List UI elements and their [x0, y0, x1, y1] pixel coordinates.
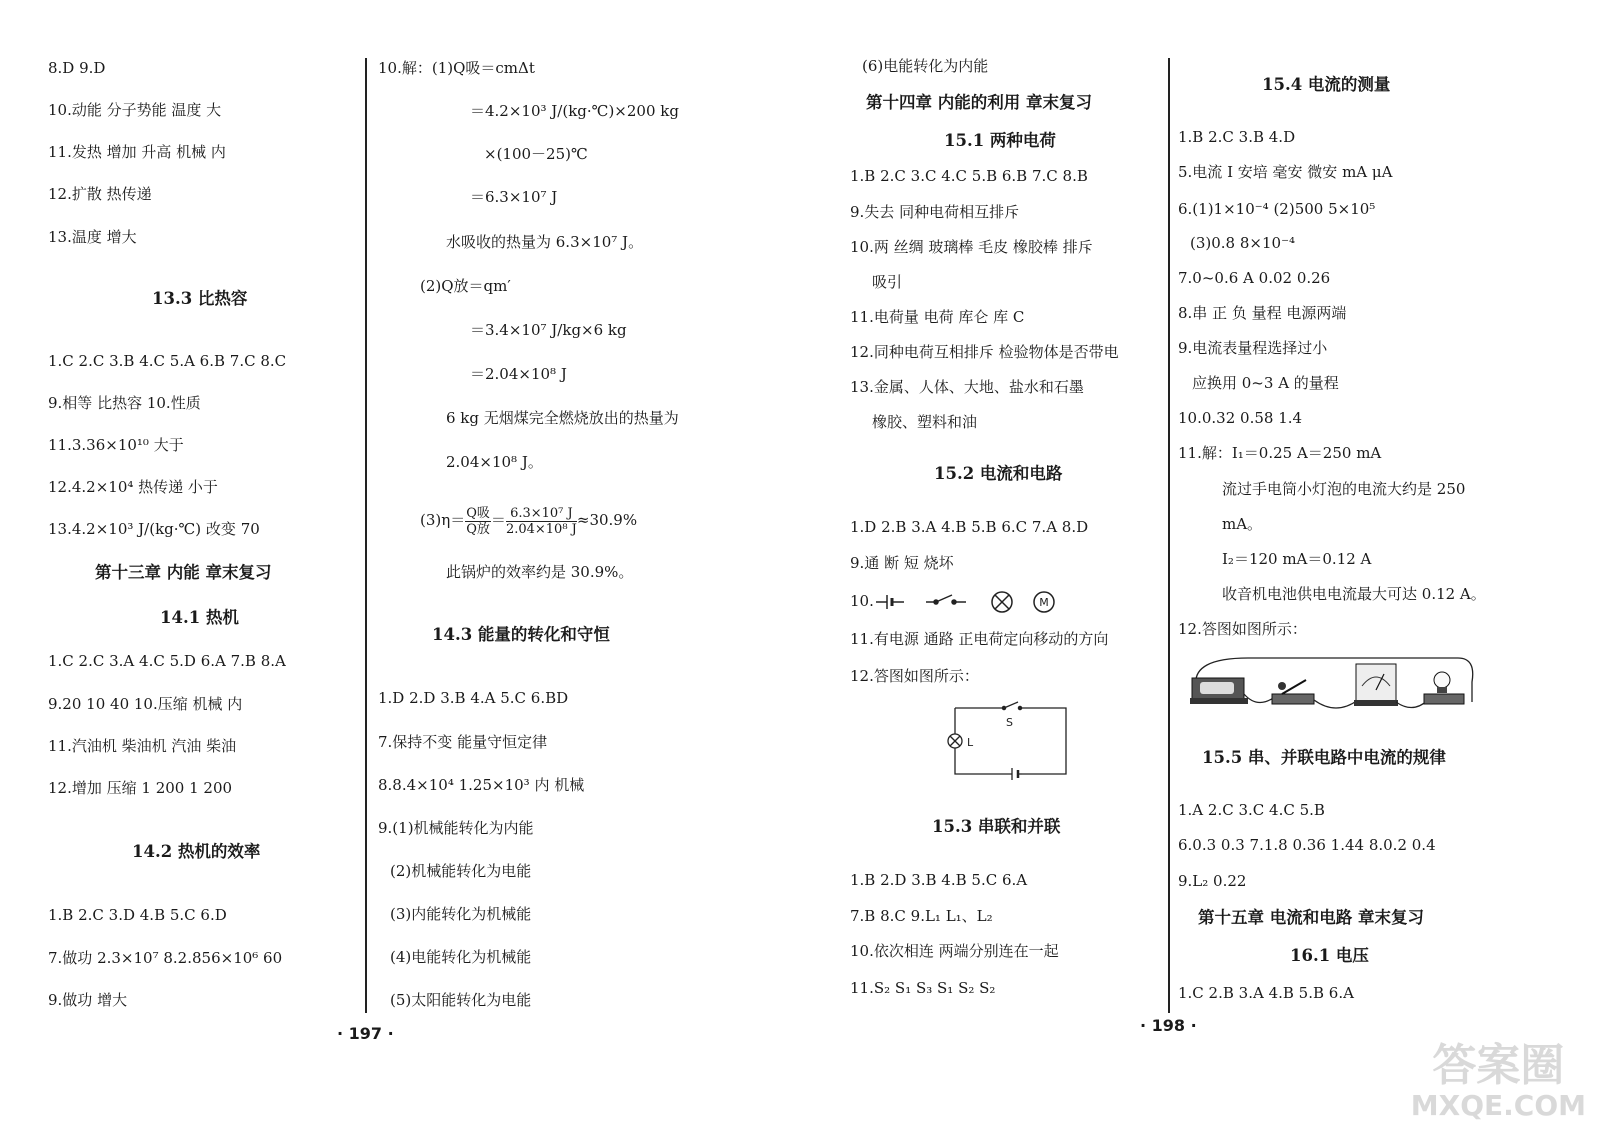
lamp-label: L [967, 736, 974, 749]
answer-line: ＝4.2×10³ J/(kg·℃)×200 kg [470, 102, 679, 120]
answer-line: 12.4.2×10⁴ 热传递 小于 [48, 478, 218, 496]
answer-line: 11.3.36×10¹⁰ 大于 [48, 436, 184, 454]
answer-line: (5)太阳能转化为电能 [390, 991, 532, 1009]
section-heading: 14.3 能量的转化和守恒 [432, 625, 610, 644]
answer-line: 13.金属、人体、大地、盐水和石墨 [850, 378, 1084, 396]
motor-label: M [1039, 596, 1049, 609]
answer-line: 9.(1)机械能转化为内能 [378, 819, 534, 837]
answer-line: 12.增加 压缩 1 200 1 200 [48, 779, 233, 797]
answer-line: 1.C 2.C 3.A 4.C 5.D 6.A 7.B 8.A [48, 652, 286, 670]
answer-line: 收音机电池供电电流最大可达 0.12 A。 [1222, 585, 1486, 603]
answer-line: 11.电荷量 电荷 库仑 库 C [850, 308, 1025, 326]
answer-line: 10.动能 分子势能 温度 大 [48, 101, 222, 119]
switch-icon [926, 595, 966, 604]
answer-line: 8.8.4×10⁴ 1.25×10³ 内 机械 [378, 776, 585, 794]
answer-line: 7.B 8.C 9.L₁ L₁、L₂ [850, 907, 993, 925]
answer-line: 9.电流表量程选择过小 [1178, 339, 1328, 357]
eta-label: (3)η＝ [420, 511, 466, 529]
battery-box-icon [1190, 678, 1248, 704]
answer-line: 10. [850, 592, 874, 610]
answer-line: ＝6.3×10⁷ J [470, 188, 558, 206]
answer-line: 11.S₂ S₁ S₃ S₁ S₂ S₂ [850, 979, 996, 997]
answer-line: 9.失去 同种电荷相互排斥 [850, 203, 1020, 221]
answer-line: 11.解：I₁＝0.25 A＝250 mA [1178, 444, 1382, 462]
answer-line: 11.有电源 通路 正电荷定向移动的方向 [850, 630, 1109, 648]
section-heading: 16.1 电压 [1290, 946, 1369, 965]
fraction-symbolic [465, 506, 491, 537]
answer-line: 5.电流 I 安培 毫安 微安 mA μA [1178, 163, 1393, 181]
answer-line: (6)电能转化为内能 [862, 57, 989, 75]
answer-line: 12.答图如图所示： [1178, 620, 1307, 638]
answer-line: 流过手电筒小灯泡的电流大约是 250 [1222, 480, 1466, 498]
answer-line: 8.串 正 负 量程 电源两端 [1178, 304, 1347, 322]
answer-line: 1.B 2.C 3.B 4.D [1178, 128, 1296, 146]
watermark-logo: 答案圈 [1432, 1040, 1565, 1091]
answer-line: 7.做功 2.3×10⁷ 8.2.856×10⁶ 60 [48, 949, 283, 967]
answer-line: ×(100－25)℃ [484, 145, 588, 163]
answer-line: 7.保持不变 能量守恒定律 [378, 733, 548, 751]
answer-line: 6.(1)1×10⁻⁴ (2)500 5×10⁵ [1178, 200, 1376, 218]
eta-result: ≈30.9% [576, 511, 638, 529]
answer-line: 13.温度 增大 [48, 228, 137, 246]
answer-line: 9.做功 增大 [48, 991, 128, 1009]
answer-line: 8.D 9.D [48, 59, 106, 77]
answer-line: 10.依次相连 两端分别连在一起 [850, 942, 1059, 960]
answer-line: 应换用 0~3 A 的量程 [1192, 374, 1339, 392]
answer-line: 1.B 2.C 3.C 4.C 5.B 6.B 7.C 8.B [850, 167, 1088, 185]
switch-icon [1272, 680, 1314, 704]
fraction-numerator: 6.3×10⁷ J [506, 506, 577, 522]
answer-line: (3)0.8 8×10⁻⁴ [1190, 234, 1295, 252]
answer-line: 9.20 10 40 10.压缩 机械 内 [48, 695, 243, 713]
lamp-icon [948, 734, 962, 748]
switch-icon [1002, 702, 1021, 710]
answer-line: 1.D 2.D 3.B 4.A 5.C 6.BD [378, 689, 569, 707]
circuit-diagram [940, 700, 1080, 782]
answer-line: 10.解：(1)Q吸＝cmΔt [378, 59, 535, 77]
page-number-right: · 198 · [1140, 1016, 1197, 1035]
answer-line: 1.D 2.B 3.A 4.B 5.B 6.C 7.A 8.D [850, 518, 1089, 536]
circuit-symbols [874, 588, 1064, 616]
answer-line: 13.4.2×10³ J/(kg·℃) 改变 70 [48, 520, 260, 538]
answer-line: 9.相等 比热容 10.性质 [48, 394, 201, 412]
fraction-denominator: Q放 [466, 521, 490, 537]
answer-line: 1.C 2.B 3.A 4.B 5.B 6.A [1178, 984, 1354, 1002]
answer-line: 9.通 断 短 烧坏 [850, 554, 954, 572]
answer-line: 2.04×10⁸ J。 [446, 453, 543, 471]
fraction-denominator: 2.04×10⁸ J [505, 521, 577, 537]
answer-line: (2)机械能转化为电能 [390, 862, 532, 880]
answer-line: 6 kg 无烟煤完全燃烧放出的热量为 [446, 409, 679, 427]
answer-line: 11.汽油机 柴油机 汽油 柴油 [48, 737, 237, 755]
answer-line: 1.B 2.C 3.D 4.B 5.C 6.D [48, 906, 227, 924]
answer-line: 10.0.32 0.58 1.4 [1178, 409, 1303, 427]
answer-line: 此锅炉的效率约是 30.9%。 [446, 563, 634, 581]
fraction-numerator: Q吸 [466, 505, 490, 521]
column-divider [1168, 58, 1170, 1013]
answer-line: 7.0~0.6 A 0.02 0.26 [1178, 269, 1331, 287]
section-heading: 14.2 热机的效率 [132, 842, 261, 861]
answer-line: ＝3.4×10⁷ J/kg×6 kg [470, 321, 627, 339]
section-heading: 15.5 串、并联电路中电流的规律 [1202, 748, 1446, 767]
section-heading: 13.3 比热容 [152, 289, 248, 308]
fraction-numeric [506, 506, 577, 537]
chapter-heading: 第十四章 内能的利用 章末复习 [866, 93, 1092, 112]
answer-line: 1.B 2.D 3.B 4.B 5.C 6.A [850, 871, 1028, 889]
answer-line: ＝2.04×10⁸ J [470, 365, 567, 383]
lamp-icon [992, 592, 1012, 612]
answer-line: 9.L₂ 0.22 [1178, 872, 1247, 890]
ammeter-icon [1354, 664, 1398, 706]
answer-line: 12.答图如图所示： [850, 667, 979, 685]
answer-line: 橡胶、塑料和油 [872, 413, 978, 431]
efficiency-formula: (3)η＝ $\frac{\text{Q吸}}{\text{Q放}}$ ＝ $\frac{\text{6.3×10⁷ J}}{\text{2.04×10⁸ J}}$ ≈30.9% [420, 505, 638, 537]
section-heading: 14.1 热机 [160, 608, 239, 627]
section-heading: 15.1 两种电荷 [944, 131, 1056, 150]
motor-icon [1034, 592, 1054, 612]
answer-line: (2)Q放＝qm′ [420, 277, 511, 295]
chapter-heading: 第十三章 内能 章末复习 [95, 563, 272, 582]
answer-line: 1.C 2.C 3.B 4.C 5.A 6.B 7.C 8.C [48, 352, 287, 370]
answer-line: 12.扩散 热传递 [48, 185, 152, 203]
answer-line: 6.0.3 0.3 7.1.8 0.36 1.44 8.0.2 0.4 [1178, 836, 1436, 854]
answer-line: mA。 [1222, 515, 1263, 533]
answer-line: 10.两 丝绸 玻璃棒 毛皮 橡胶棒 排斥 [850, 238, 1093, 256]
lamp-icon [1424, 672, 1464, 704]
switch-label: S [1006, 716, 1013, 729]
answer-line: 11.发热 增加 升高 机械 内 [48, 143, 226, 161]
answer-line: (3)内能转化为机械能 [390, 905, 532, 923]
battery-icon [1012, 768, 1022, 780]
answer-line: 12.同种电荷互相排斥 检验物体是否带电 [850, 343, 1119, 361]
watermark [1411, 1042, 1586, 1122]
answer-line: (4)电能转化为机械能 [390, 948, 532, 966]
section-heading: 15.4 电流的测量 [1262, 75, 1391, 94]
answer-line: 吸引 [872, 273, 903, 291]
answer-line: I₂＝120 mA＝0.12 A [1222, 550, 1372, 568]
section-heading: 15.3 串联和并联 [932, 817, 1061, 836]
answer-line: 水吸收的热量为 6.3×10⁷ J。 [446, 233, 644, 251]
page-number-left: · 197 · [337, 1024, 394, 1043]
watermark-url: MXQE.COM [1410, 1089, 1586, 1122]
chapter-heading: 第十五章 电流和电路 章末复习 [1198, 908, 1424, 927]
section-heading: 15.2 电流和电路 [934, 464, 1063, 483]
answer-line: 1.A 2.C 3.C 4.C 5.B [1178, 801, 1325, 819]
battery-icon [876, 595, 904, 609]
column-divider [365, 58, 367, 1013]
apparatus-diagram [1188, 650, 1480, 720]
